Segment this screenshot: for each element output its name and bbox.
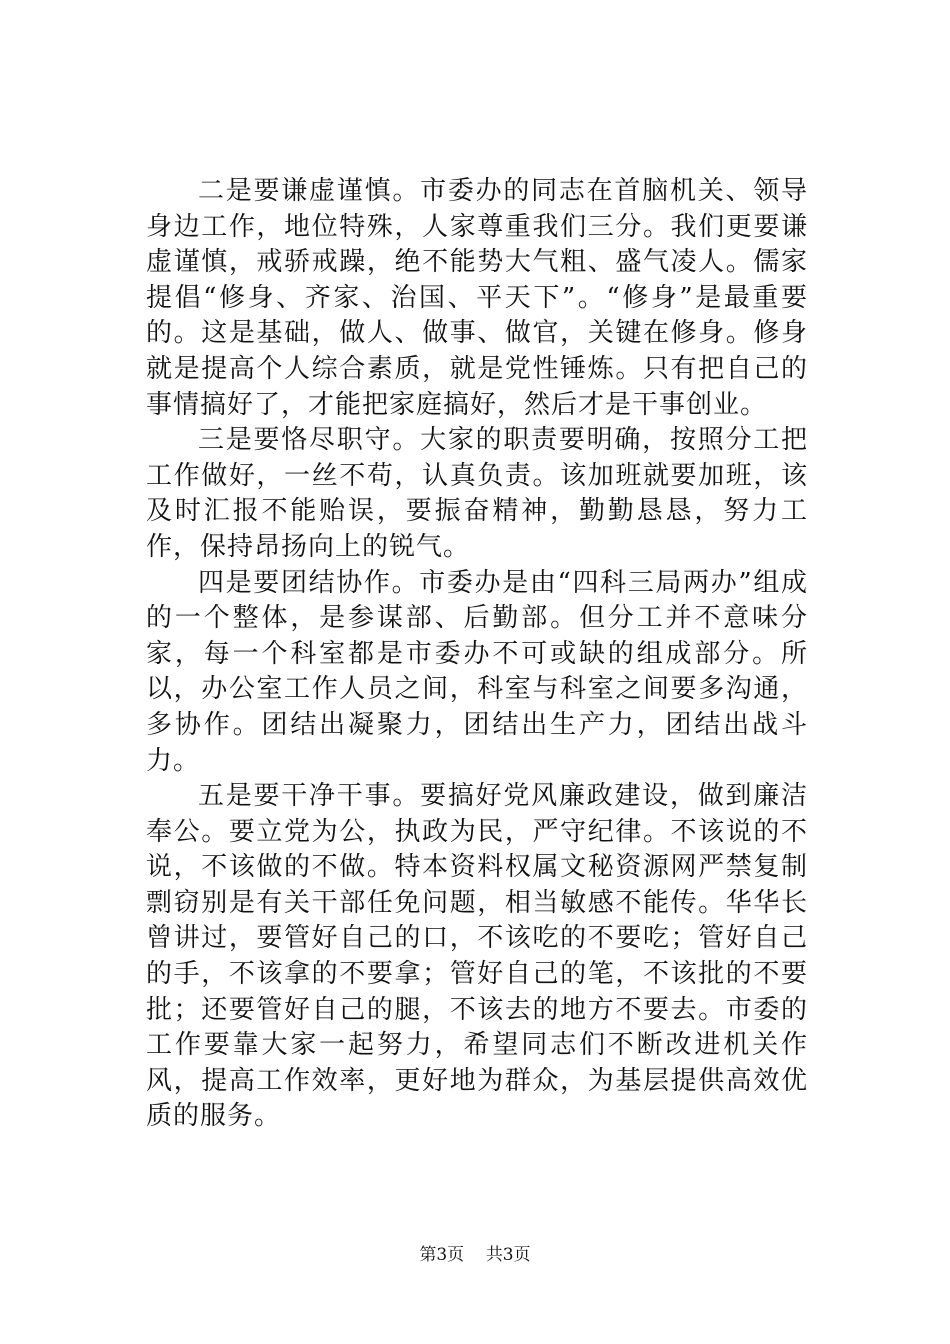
page-number: 第3页 (419, 1245, 465, 1265)
paragraph-integrity: 五是要干净干事。要搞好党风廉政建设，做到廉洁奉公。要立党为公，执政为民，严守纪律。不该说的不说，不该做的不做。特本资料权属文秘资源网严禁复制剽窃别是有关干部任免问题，相当敏感不能传。华华长曾讲过，要管好自己的口，不该吃的不要吃；管好自己的手，不该拿的不要拿；管好自己的笔，不该批的不要批；还要管好自己的腿，不该去的地方不要去。市委的工作要靠大家一起努力，希望同志们不断改进机关作风，提高工作效率，更好地为群众，为基层提供高效优质的服务。 (146, 781, 808, 1132)
paragraph-unity: 四是要团结协作。市委办是由“四科三局两办”组成的一个整体，是参谋部、后勤部。但分工并不意味分家，每一个科室都是市委办不可或缺的组成部分。所以，办公室工作人员之间，科室与科室之间要多沟通，多协作。团结出凝聚力，团结出生产力，团结出战斗力。 (146, 567, 808, 776)
page-footer (0, 1245, 950, 1265)
paragraph-duty: 三是要恪尽职守。大家的职责要明确，按照分工把工作做好，一丝不苟，认真负责。该加班就要加班，该及时汇报不能贻误，要振奋精神，勤勤恳恳，努力工作，保持昂扬向上的锐气。 (146, 425, 808, 562)
page-total: 共3页 (485, 1245, 531, 1265)
paragraph-modesty: 二是要谦虚谨慎。市委办的同志在首脑机关、领导身边工作，地位特殊，人家尊重我们三分。我们更要谦虚谨慎，戒骄戒躁，绝不能势大气粗、盛气凌人。儒家提倡“修身、齐家、治国、平天下”。“修身”是最重要的。这是基础，做人、做事、做官，关键在修身。修身就是提高个人综合素质，就是党性锤炼。只有把自己的事情搞好了，才能把家庭搞好，然后才是干事创业。 (146, 176, 808, 420)
page-separator (470, 1245, 481, 1265)
document-body (146, 174, 808, 1135)
